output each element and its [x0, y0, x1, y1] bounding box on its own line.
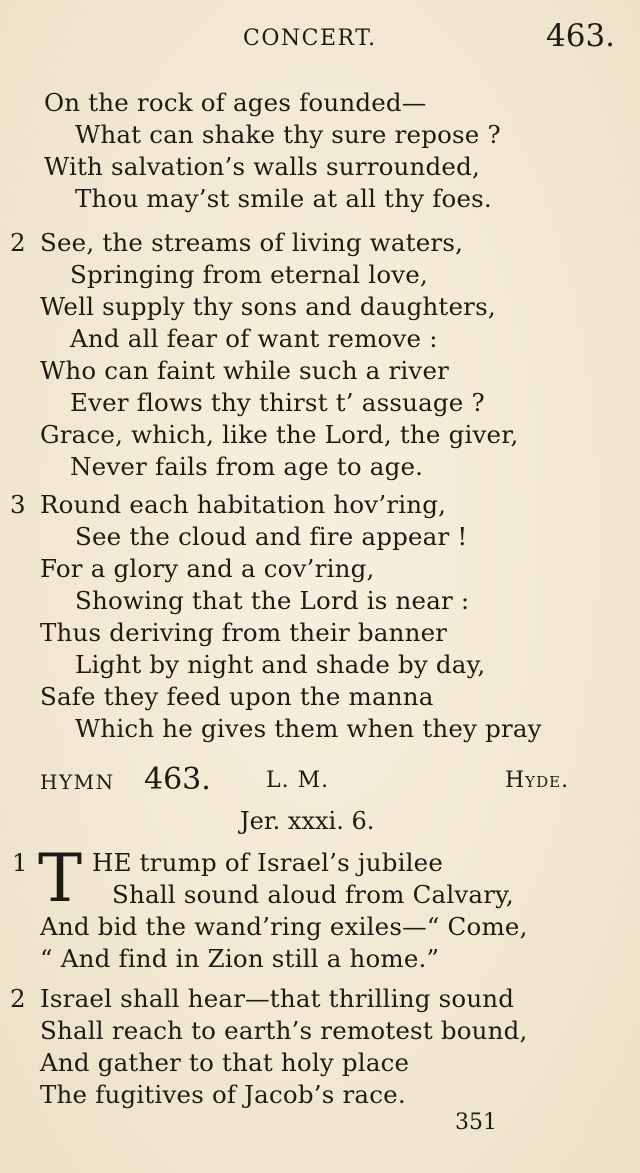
stanza-line: Safe they feed upon the manna	[40, 682, 434, 711]
stanza-line: Shall sound aloud from Calvary,	[112, 880, 514, 909]
stanza-line: Which he gives them when they pray	[75, 714, 542, 743]
stanza-line: Shall reach to earth’s remotest bound,	[40, 1016, 528, 1045]
stanza-line: The fugitives of Jacob’s race.	[40, 1080, 406, 1109]
running-head	[0, 18, 640, 58]
stanza-line: With salvation’s walls surrounded,	[44, 152, 480, 181]
stanza-line: And bid the wand’ring exiles—“ Come,	[40, 912, 528, 941]
stanza-line: Ever flows thy thirst t’ assuage ?	[70, 388, 485, 417]
stanza-line: And all fear of want remove :	[70, 324, 438, 353]
hymn-tune: Hyde.	[505, 768, 570, 793]
page-number: 463.	[546, 18, 616, 54]
stanza-line: Israel shall hear—that thrilling sound	[40, 984, 515, 1013]
hymn-meter: L. M.	[266, 768, 330, 793]
verse-number: 2	[10, 984, 26, 1013]
stanza-line: See the cloud and fire appear !	[75, 522, 468, 551]
verse-number: 3	[10, 490, 26, 519]
verse-number: 2	[10, 228, 26, 257]
stanza-line: Grace, which, like the Lord, the giver,	[40, 420, 519, 449]
stanza-line: HE trump of Israel’s jubilee	[92, 848, 444, 877]
stanza-line: Springing from eternal love,	[70, 260, 428, 289]
stanza-line: Round each habitation hov’ring,	[40, 490, 447, 519]
stanza-line: Light by night and shade by day,	[75, 650, 486, 679]
stanza-line: Thus deriving from their banner	[40, 618, 448, 647]
verse-number: 1	[12, 848, 28, 877]
stanza-line: Thou may’st smile at all thy foes.	[75, 184, 492, 213]
section-title: CONCERT.	[243, 26, 377, 51]
scripture-reference: Jer. xxxi. 6.	[240, 807, 375, 835]
stanza-line: Who can faint while such a river	[40, 356, 450, 385]
stanza-line: What can shake thy sure repose ?	[75, 120, 501, 149]
stanza-line: “ And find in Zion still a home.”	[40, 944, 440, 973]
stanza-line: Well supply thy sons and daughters,	[40, 292, 496, 321]
stanza-line: For a glory and a cov’ring,	[40, 554, 375, 583]
hymn-header	[0, 764, 640, 800]
stanza-line: See, the streams of living waters,	[40, 228, 464, 257]
signature-number: 351	[455, 1110, 497, 1135]
hymn-number: 463.	[144, 762, 211, 797]
stanza-line: And gather to that holy place	[40, 1048, 410, 1077]
stanza-line: Never fails from age to age.	[70, 452, 424, 481]
hymn-label: HYMN	[40, 770, 115, 794]
stanza-line: Showing that the Lord is near :	[75, 586, 470, 615]
drop-cap: T	[38, 840, 83, 917]
stanza-line: On the rock of ages founded—	[44, 88, 427, 117]
